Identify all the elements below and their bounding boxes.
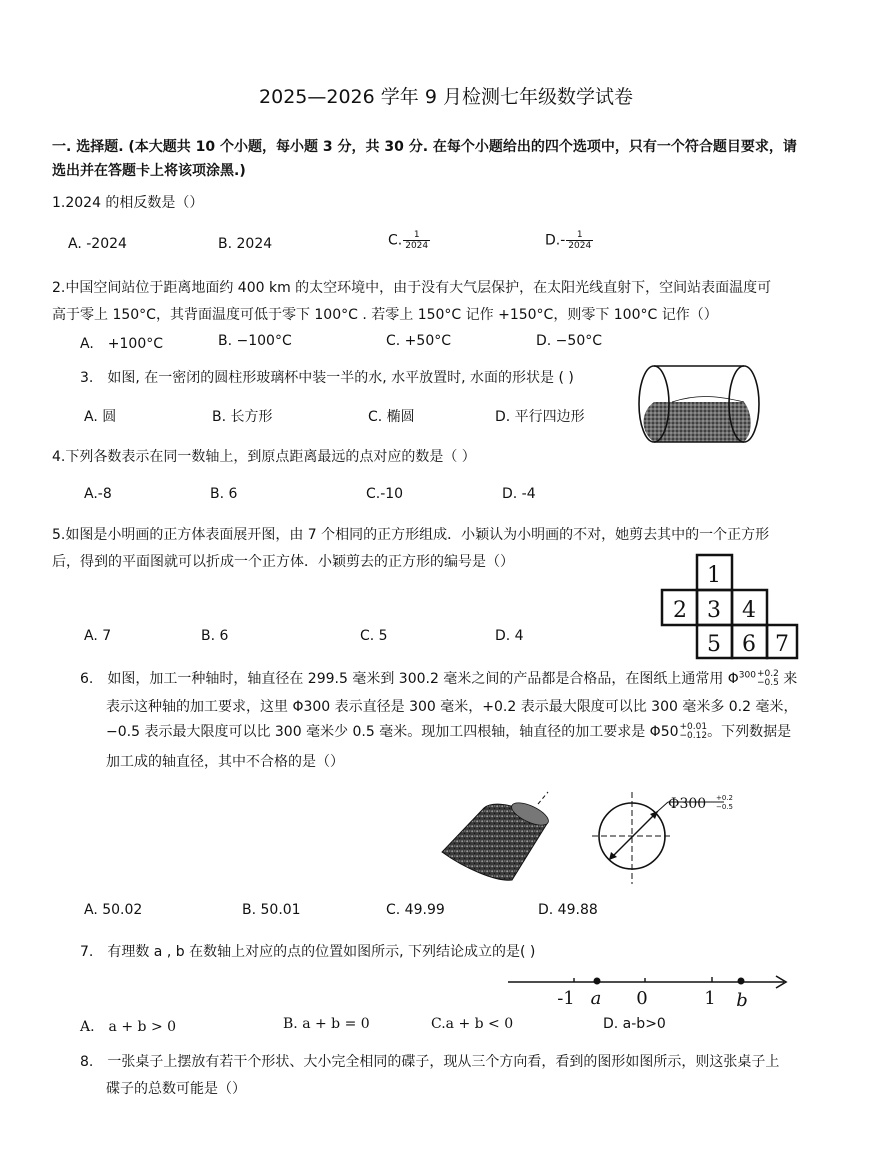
q3-stem: 3. 如图, 在一密闭的圆柱形玻璃杯中装一半的水, 水平放置时, 水面的形状是 ( ) — [80, 370, 574, 386]
q6-line1-tail: 来 — [778, 671, 798, 687]
axis-label-1: 1 — [704, 988, 716, 1009]
q6-line2: 表示这种轴的加工要求，这里 Φ300 表示直径是 300 毫米，+0.2 表示最大限度可以比 300 毫米多 0.2 毫米， — [106, 699, 798, 715]
q1-option-c — [388, 230, 430, 251]
q5-option-b: B. 6 — [201, 628, 229, 644]
q3-option-b: B. 长方形 — [212, 409, 273, 425]
q1-c-numerator: 1 — [403, 230, 430, 241]
axis-label-b: b — [736, 990, 748, 1011]
axis-label-0: 0 — [636, 988, 648, 1009]
net-label-2: 2 — [673, 598, 687, 623]
q5-option-d: D. 4 — [495, 628, 524, 644]
q2-line1: 2.中国空间站位于距离地面约 400 km 的太空环境中，由于没有大气层保护，在太阳光线直射下，空间站表面温度可 — [52, 280, 772, 296]
q8-line2: 碟子的总数可能是（） — [106, 1081, 246, 1097]
q4-option-c: C.-10 — [366, 486, 404, 502]
q7-option-a: A. a + b > 0 — [80, 1019, 177, 1035]
number-line-figure — [506, 970, 792, 1014]
q6-option-c: C. 49.99 — [386, 902, 445, 918]
q4-option-d: D. -4 — [502, 486, 536, 502]
circle-fig-upper: +0.2 — [716, 794, 733, 802]
q6-line1-text: 6. 如图，加工一种轴时，轴直径在 299.5 毫米到 300.2 毫米之间的产品都是合格品，在图纸上通常用 Φ — [80, 671, 739, 687]
q6-option-b: B. 50.01 — [242, 902, 301, 918]
section-header-line2: 选出并在答题卡上将该项涂黑.) — [52, 163, 246, 179]
q6-option-a: A. 50.02 — [84, 902, 143, 918]
q6-line3-tail: 。下列数据是 — [707, 724, 792, 740]
q1-stem: 1.2024 的相反数是（） — [52, 195, 204, 211]
q7-option-b: B. a + b = 0 — [283, 1016, 370, 1032]
q2-line2: 高于零上 150°C，其背面温度可低于零下 100°C . 若零上 150°C 记作 +150°C，则零下 100°C 记作（） — [52, 307, 718, 323]
q1-option-a: A. -2024 — [68, 236, 127, 252]
net-label-5: 5 — [707, 632, 721, 657]
q6-line3-tolerance — [680, 723, 708, 741]
circle-fig-label: Φ300 — [668, 796, 707, 812]
q1-option-d-prefix: D.- — [545, 232, 566, 249]
q6-line1-upper: +0.2 — [756, 669, 779, 679]
q1-option-b: B. 2024 — [218, 236, 273, 252]
net-label-1: 1 — [707, 563, 721, 588]
q6-line1-tolerance — [757, 670, 779, 688]
q1-d-denominator: 2024 — [568, 241, 592, 251]
q8-line1: 8. 一张桌子上摆放有若干个形状、大小完全相同的碟子，现从三个方向看，看到的图形如图所示，则这张桌子上 — [80, 1054, 780, 1070]
q6-line1 — [80, 668, 797, 688]
q6-line3-upper: +0.01 — [679, 722, 708, 732]
q5-line1: 5.如图是小明画的正方体表面展开图，由 7 个相同的正方形组成．小颖认为小明画的不对，她剪去其中的一个正方形 — [52, 527, 770, 543]
q6-line4: 加工成的轴直径，其中不合格的是（） — [106, 754, 344, 770]
q4-option-b: B. 6 — [210, 486, 238, 502]
q5-line2: 后，得到的平面图就可以折成一个正方体．小颖剪去的正方形的编号是（） — [52, 554, 514, 570]
shaft-figure — [436, 790, 556, 890]
q1-option-d — [545, 230, 593, 251]
q6-line1-lower: −0.5 — [756, 678, 779, 688]
q6-line3-lower: −0.12 — [679, 731, 708, 741]
q1-c-denominator: 2024 — [405, 241, 429, 251]
circle-fig-lower: −0.5 — [716, 803, 733, 811]
q2-option-a: A. +100°C — [80, 336, 164, 352]
q1-option-d-fraction — [566, 230, 593, 251]
q6-option-d: D. 49.88 — [538, 902, 598, 918]
q6-line3-text: −0.5 表示最大限度可以比 300 毫米少 0.5 毫米。现加工四根轴，轴直径的加工要求是 Φ50 — [106, 724, 679, 740]
q2-option-c: C. +50°C — [386, 333, 451, 349]
net-label-7: 7 — [775, 632, 789, 657]
q1-option-c-prefix: C. — [388, 232, 403, 249]
q6-line3 — [106, 721, 791, 741]
q7-stem: 7. 有理数 a , b 在数轴上对应的点的位置如图所示, 下列结论成立的是( ) — [80, 944, 536, 960]
q5-option-c: C. 5 — [360, 628, 388, 644]
q4-stem: 4.下列各数表示在同一数轴上，到原点距离最远的点对应的数是（ ） — [52, 449, 476, 465]
cylinder-figure — [632, 362, 772, 448]
axis-label-minus1: -1 — [557, 988, 575, 1009]
q7-option-c: C.a + b < 0 — [431, 1016, 514, 1032]
q6-line1-base: 300 — [738, 670, 756, 681]
q2-option-d: D. −50°C — [536, 333, 603, 349]
net-label-6: 6 — [742, 632, 756, 657]
page-title: 2025—2026 学年 9 月检测七年级数学试卷 — [259, 86, 633, 108]
q7-option-d: D. a-b>0 — [603, 1016, 666, 1032]
q3-option-c: C. 椭圆 — [368, 409, 415, 425]
net-label-4: 4 — [742, 598, 756, 623]
circle-diameter-figure — [592, 788, 764, 888]
q1-d-numerator: 1 — [566, 230, 593, 241]
q3-option-a: A. 圆 — [84, 409, 117, 425]
net-label-3: 3 — [707, 598, 721, 623]
axis-label-a: a — [590, 988, 602, 1009]
section-header-line1: 一. 选择题. (本大题共 10 个小题，每小题 3 分，共 30 分. 在每个小题给出的四个选项中，只有一个符合题目要求，请 — [52, 139, 797, 155]
q5-option-a: A. 7 — [84, 628, 112, 644]
q1-option-c-fraction — [403, 230, 430, 251]
q4-option-a: A.-8 — [84, 486, 112, 502]
cube-net-figure — [660, 552, 800, 660]
q3-option-d: D. 平行四边形 — [495, 409, 585, 425]
q2-option-b: B. −100°C — [218, 333, 292, 349]
